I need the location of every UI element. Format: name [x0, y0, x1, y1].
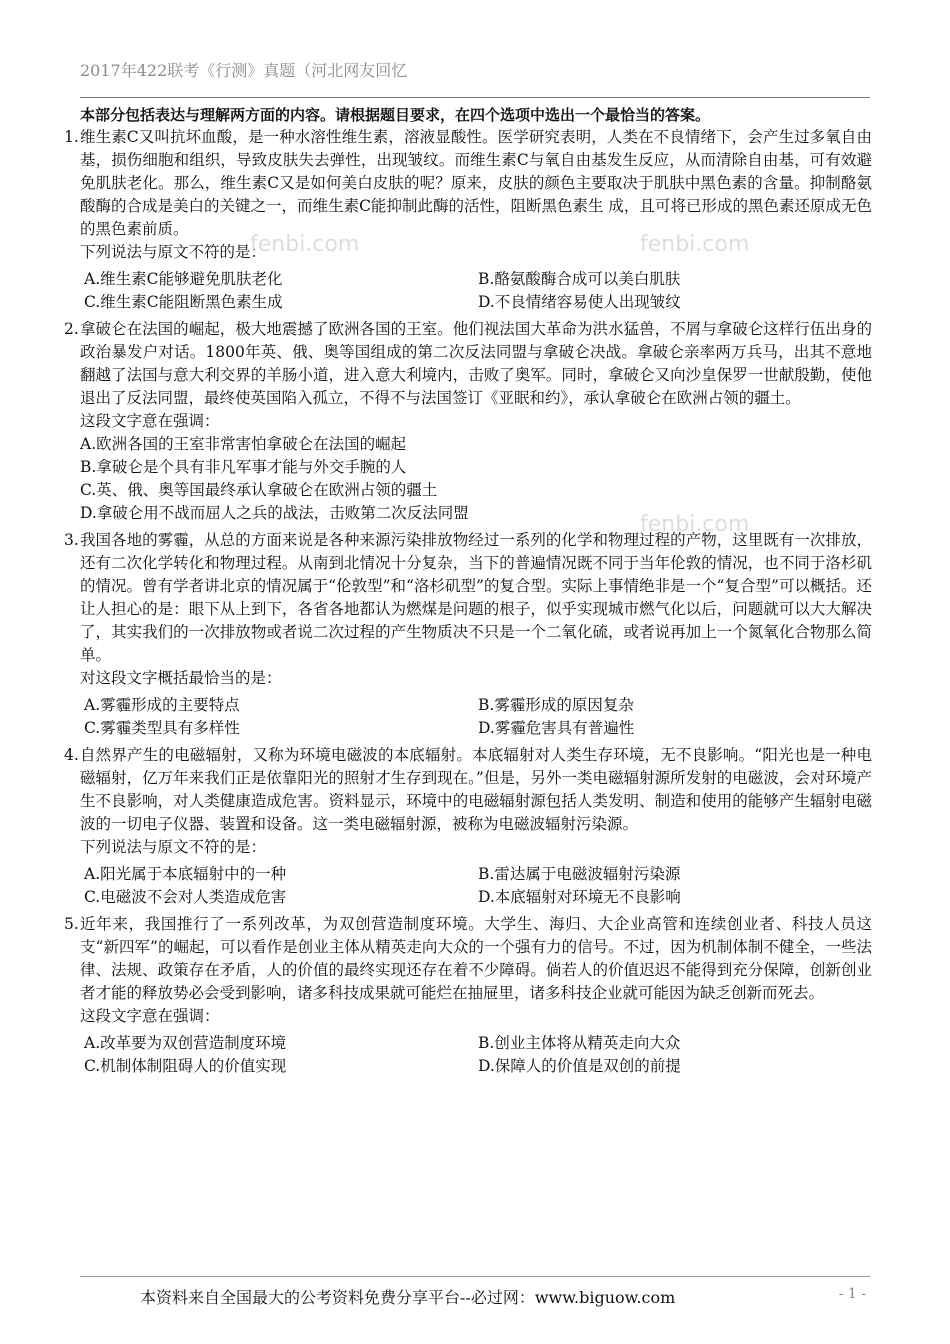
question-prompt: 这段文字意在强调： [80, 1007, 220, 1025]
option-b: B.酪氨酸酶合成可以美白肌肤 [478, 270, 681, 288]
option-c: C.电磁波不会对人类造成危害 [84, 888, 287, 906]
watermark: fenbi.com [640, 232, 750, 257]
option-c: C.维生素C能阻断黑色素生成 [84, 293, 283, 311]
option-b: B.创业主体将从精英走向大众 [478, 1034, 681, 1052]
watermark: fenbi.com [250, 232, 360, 257]
question-stem: 自然界产生的电磁辐射，又称为环境电磁波的本底辐射。本底辐射对人类生存环境，无不良影响。“阳光也是一种电磁辐射，亿万年来我们正是依靠阳光的照射才生存到现在。”但是，另外一类电磁辐射源所发射的电磁波，会对环境产生不良影响，对人类健康造成危害。资料显示，环境中的电磁辐射源包括人类发明、制造和使用的能够产生辐射电磁波的一切电子仪器、装置和设备。这一类电磁辐射源，被称为电磁波辐射污染源。 [80, 746, 872, 833]
question-stem: 我国各地的雾霾，从总的方面来说是各种来源污染排放物经过一系列的化学和物理过程的产物，这里既有一次排放，还有二次化学转化和物理过程。从南到北情况十分复杂，当下的普遍情况既不同于当年伦敦的情况，也不同于洛杉矶的情况。曾有学者讲北京的情况属于“伦敦型”和“洛杉矶型”的复合型。实际上事情绝非是一个“复合型”可以概括。还让人担心的是：眼下从上到下，各省各地都认为燃煤是问题的根子，似乎实现城市燃气化以后，问题就可以大大解决了，其实我们的一次排放物或者说二次过程的产生物质决不只是一个二氧化硫，或者说再加上一个氮氧化合物那么简单。 [80, 531, 872, 664]
question-stem: 拿破仑在法国的崛起，极大地震撼了欧洲各国的王室。他们视法国大革命为洪水猛兽，不屑与拿破仑这样行伍出身的政治暴发户对话。1800年英、俄、奥等国组成的第二次反法同盟与拿破仑决战。拿破仑亲率两万兵马，出其不意地翻越了法国与意大利交界的羊肠小道，进入意大利境内，击败了奥军。同时，拿破仑又向沙皇保罗一世献殷勤，使他退出了反法同盟，最终使英国陷入孤立，不得不与法国签订《亚眠和约》，承认拿破仑在欧洲占领的疆土。 [80, 320, 872, 407]
page-number: - 1 - [838, 1286, 866, 1302]
option-c: C.雾霾类型具有多样性 [84, 719, 240, 737]
question-number: 1. [64, 128, 79, 146]
question-number: 5. [64, 915, 79, 933]
question-stem: 维生素C又叫抗坏血酸，是一种水溶性维生素，溶液显酸性。医学研究表明，人类在不良情绪下，会产生过多氧自由基，损伤细胞和组织，导致皮肤失去弹性，出现皱纹。而维生素C与氧自由基发生反应，从而清除自由基，可有效避免肌肤老化。那么，维生素C又是如何美白皮肤的呢？原来，皮肤的颜色主要取决于肌肤中黑色素的含量。抑制酪氨酸酶的合成是美白的关键之一，而维生素C能抑制此酶的活性，阻断黑色素生 成，且可将已形成的黑色素还原成无色的黑色素前质。 [80, 128, 872, 238]
option-a: A.改革要为双创营造制度环境 [84, 1034, 287, 1052]
option-b: B.雷达属于电磁波辐射污染源 [478, 865, 681, 883]
question-prompt: 对这段文字概括最恰当的是： [80, 669, 282, 687]
option-c: C.机制体制阻碍人的价值实现 [84, 1057, 287, 1075]
option-a: A.雾霾形成的主要特点 [84, 696, 240, 714]
option-group [64, 863, 872, 909]
option-group [64, 694, 872, 740]
header-divider [80, 97, 870, 98]
question-5 [64, 913, 872, 1078]
option-a: A.维生素C能够避免肌肤老化 [84, 270, 283, 288]
option-d: D.保障人的价值是双创的前提 [478, 1057, 681, 1075]
option-group [64, 433, 872, 525]
option-d: D.拿破仑用不战而屈人之兵的战法，击败第二次反法同盟 [80, 504, 469, 522]
watermark: fenbi.com [640, 512, 750, 537]
footer-divider [80, 1276, 870, 1277]
option-d: D.不良情绪容易使人出现皱纹 [478, 293, 681, 311]
question-2 [64, 318, 872, 525]
option-d: D.本底辐射对环境无不良影响 [478, 888, 681, 906]
question-list [64, 126, 872, 1082]
option-b: B.拿破仑是个具有非凡军事才能与外交手腕的人 [80, 458, 407, 476]
question-prompt: 下列说法与原文不符的是： [80, 838, 267, 856]
question-number: 2. [64, 320, 79, 338]
option-c: C.英、俄、奥等国最终承认拿破仑在欧洲占领的疆土 [80, 481, 438, 499]
option-a: A.欧洲各国的王室非常害怕拿破仑在法国的崛起 [80, 435, 407, 453]
section-instructions: 本部分包括表达与理解两方面的内容。请根据题目要求，在四个选项中选出一个最恰当的答案。 [80, 106, 711, 124]
question-stem: 近年来，我国推行了一系列改革，为双创营造制度环境。大学生、海归、大企业高管和连续创业者、科技人员这支“新四军”的崛起，可以看作是创业主体从精英走向大众的一个强有力的信号。不过，因为机制体制不健全，一些法律、法规、政策存在矛盾，人的价值的最终实现还存在着不少障碍。倘若人的价值迟迟不能得到充分保障，创新创业者才能的释放势必会受到影响，诸多科技成果就可能烂在抽屉里，诸多科技企业就可能因为缺乏创新而死去。 [80, 915, 872, 1002]
question-number: 4. [64, 746, 79, 764]
question-number: 3. [64, 531, 79, 549]
option-d: D.雾霾危害具有普遍性 [478, 719, 635, 737]
question-4 [64, 744, 872, 909]
option-group [64, 1032, 872, 1078]
question-prompt: 这段文字意在强调： [80, 412, 220, 430]
option-b: B.雾霾形成的原因复杂 [478, 696, 634, 714]
option-a: A.阳光属于本底辐射中的一种 [84, 865, 287, 883]
footer-source: 本资料来自全国最大的公考资料免费分享平台--必过网：www.biguow.com [140, 1288, 676, 1307]
question-prompt: 下列说法与原文不符的是： [80, 243, 267, 261]
option-group [64, 268, 872, 314]
question-3 [64, 529, 872, 740]
document-header: 2017年422联考《行测》真题（河北网友回忆 [80, 61, 408, 80]
question-1 [64, 126, 872, 314]
